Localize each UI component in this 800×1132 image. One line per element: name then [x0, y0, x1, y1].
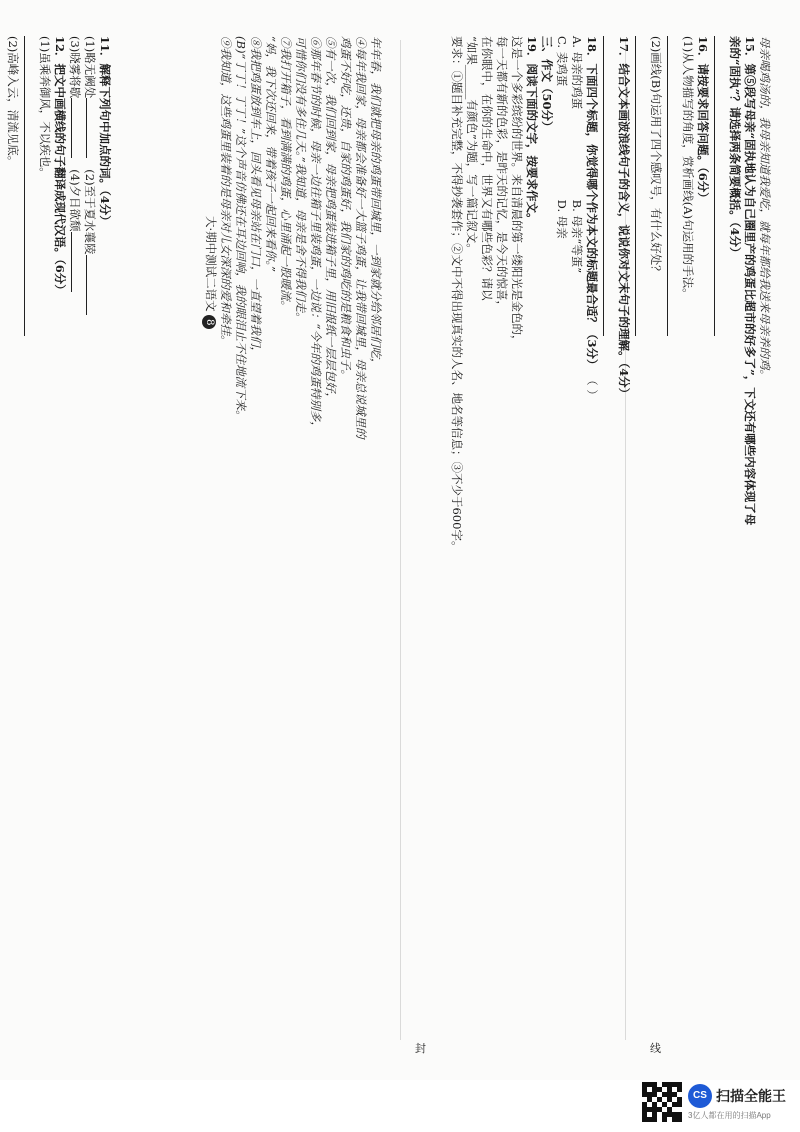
q11-item-2: (2)至于夏水襄陵 — [83, 169, 97, 255]
right-para-top: 母亲喝鸡汤的，我母亲知道我爱吃，就每年都给我送来母亲养的鸡。 — [758, 36, 772, 381]
q16-item-1: (1)从人物描写的角度，赏析画线(A)句运用的手法。 — [681, 36, 695, 300]
q12-answer-2[interactable] — [0, 36, 5, 336]
mid-para-10: (B)“丁丁！丁丁！”这个声音仿佛还在耳边回响，我的眼泪止不住地流下来。 — [234, 36, 248, 422]
page-footer — [202, 36, 218, 439]
question-15: 15．第⑤段写母亲“固执地认为自己圈里产的鸡蛋比超市的好多了”，下文还有哪些内容体现了母亲的“固执”？请选择两条简要概括。（4分） — [728, 36, 757, 526]
scanner-watermark — [642, 1080, 792, 1125]
question-17: 17．结合文本画波浪线句子的含义，说说你对文末句子的理解。（4分） — [617, 36, 631, 400]
q18-bracket[interactable]: （ ） — [585, 374, 599, 401]
q15-answer[interactable] — [714, 36, 727, 336]
q16-answer-1[interactable] — [667, 36, 680, 336]
page-number: 8 — [202, 315, 216, 329]
q18-options-row1 — [569, 36, 584, 552]
q18-options-row2 — [554, 36, 569, 552]
q17-answer[interactable] — [603, 36, 616, 336]
q11-blank-4[interactable] — [71, 232, 82, 292]
q19-text-2: 每一天都有新的色彩，是昨天的记忆，是今天的惊喜， — [495, 36, 509, 312]
q18-option-b[interactable]: B. 母亲“等蛋” — [570, 199, 584, 274]
footer-text: 大·期中测试二语文 — [204, 216, 218, 312]
question-19: 19．阅读下面的文字，按要求作文。 — [525, 36, 539, 225]
mid-para-8: “妈，我下次还回来，带着孩子一起回来看你。” — [264, 36, 278, 273]
scanner-brand: 扫描全能王 — [716, 1088, 786, 1104]
scanner-tagline: 3亿人都在用的扫描App — [688, 1111, 771, 1120]
mid-para-9: ⑧我把鸡蛋放到车上，回头看见母亲站在门口，一直望着我们， — [249, 36, 263, 358]
middle-column — [202, 36, 383, 439]
q11-item-3: (3)晓雾将歇 — [68, 36, 82, 99]
q12-answer-1[interactable] — [24, 36, 37, 336]
q11-row1 — [82, 36, 97, 775]
q16-answer-2[interactable] — [635, 36, 648, 336]
qr-code — [642, 1082, 682, 1122]
q12-item-2: (2)高峰入云，清流见底。 — [6, 36, 20, 168]
q16-item-2: (2)画线(B)句运用了四个感叹号，有什么好处？ — [649, 36, 663, 277]
q11-row2 — [67, 36, 82, 775]
question-12: 12．把文中画横线的句子翻译成现代汉语。（6分） — [53, 36, 67, 296]
mid-para-5: ⑥那年春节的时候，母亲一边往箱子里装鸡蛋，一边说：“今年的鸡蛋特别多， — [309, 36, 323, 433]
column-divider-2 — [625, 40, 626, 1040]
column-divider-1 — [400, 40, 401, 1040]
q18-option-d[interactable]: D. 母亲 — [555, 199, 569, 239]
seal-mark: 封 — [415, 1042, 426, 1055]
q11-blank-1[interactable] — [86, 98, 97, 158]
question-16: 16．请按要求回答问题。（6分） — [696, 36, 710, 204]
question-11: 11．解释下列句中加点的词。（4分） — [98, 36, 112, 227]
q19-prompt: “如果______有颜色”为题，写一篇记叙文。 — [465, 36, 479, 255]
q19-text-1: 这是一个多彩缤纷的世界。来自清晨的第一缕阳光是金色的， — [510, 36, 524, 347]
q18-option-c[interactable]: C. 卖鸡蛋 — [555, 36, 569, 87]
mid-para-2: ④每年我回家，母亲都会准备好一大篮子鸡蛋，让我带回城里，母亲总说城里的 — [354, 36, 368, 439]
mid-para-3: 鸡蛋不好吃，还贵，自家的鸡蛋好，我们家的鸡吃的是粮食和虫子。 — [339, 36, 353, 381]
q19-requirements: 要求：①题目补充完整，不得抄袭套作；②文中不得出现真实的人名、地名等信息；③不少于600字。 — [450, 36, 464, 553]
q11-item-1: (1)略无阙处 — [83, 36, 97, 99]
mid-para-1: 年年春，我们就把母亲的鸡蛋带回城里，一到家就分给邻居们吃， — [369, 36, 383, 370]
q18-option-a[interactable]: A. 母亲的鸡蛋 — [570, 36, 584, 110]
q19-text-3: 在你眼中，在你的生命中，世界又有哪些色彩？请以 — [480, 36, 494, 301]
q11-blank-2[interactable] — [86, 255, 97, 315]
left-column — [0, 36, 112, 775]
mid-para-6: 可惜你们没有多住几天。”我知道，母亲是舍不得我们走。 — [294, 36, 308, 324]
right-column — [449, 36, 772, 552]
line-mark: 线 — [650, 1042, 661, 1055]
mid-para-11: ⑨我知道，这些鸡蛋里装着的是母亲对儿女深深的爱和牵挂。 — [219, 36, 233, 347]
cs-logo-icon: CS — [688, 1084, 712, 1108]
question-18: 18．下面四个标题，你觉得哪个作为本文的标题最合适？（3分） — [585, 36, 599, 371]
q12-item-1: (1)虽乘奔御风，不以疾也。 — [38, 36, 52, 179]
question-18-row — [584, 36, 599, 552]
q11-item-4: (4)夕日欲颓 — [68, 169, 82, 232]
mid-para-7: ⑦我打开箱子，看到满满的鸡蛋，心里涌起一股暖流。 — [279, 36, 293, 312]
section-4-heading: 三、作文（50分） — [540, 36, 554, 133]
mid-para-4: ⑤有一次，我们回到家，母亲把鸡蛋装进箱子里，用旧报纸一层层包好， — [324, 36, 338, 404]
q11-blank-3[interactable] — [71, 98, 82, 158]
